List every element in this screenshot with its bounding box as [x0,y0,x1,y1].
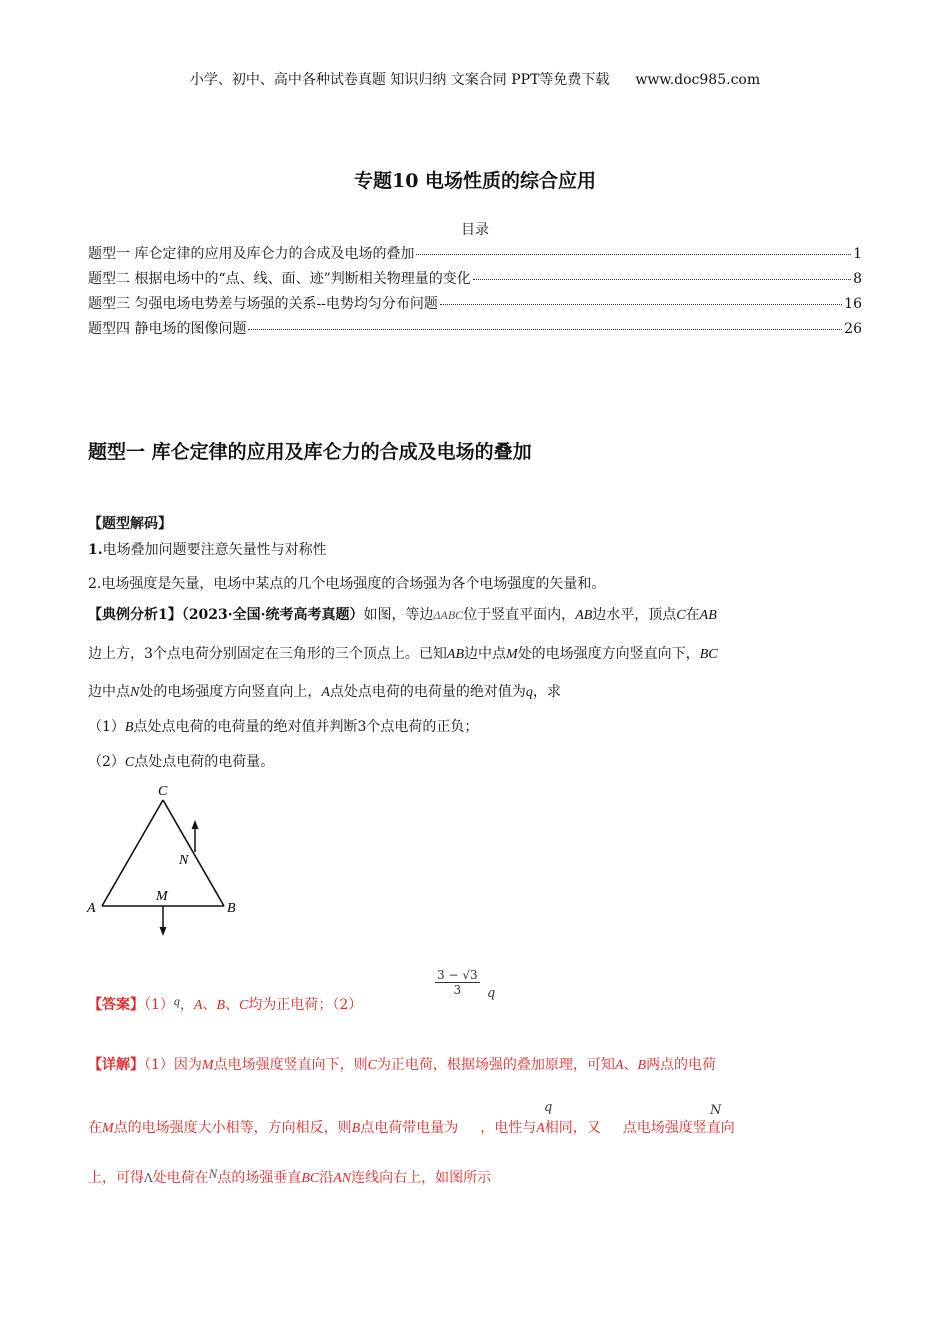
toc-item-label: 题型四 静电场的图像问题 [88,321,247,337]
detail-text: 点的电场强度大小相等，方向相反，则 [113,1120,352,1136]
question-1 [88,716,478,736]
toc-item[interactable] [88,268,862,288]
sep: 、 [202,997,217,1013]
detail-text: 为正电荷，根据场强的叠加原理，可知 [376,1057,615,1073]
detail-line-3 [88,1166,491,1187]
header-site-link[interactable]: www.doc985.com [635,72,761,88]
var-BC: BC [301,1171,320,1186]
example-text: 位于竖直平面内， [463,607,576,623]
decode-line-1 [88,539,327,559]
detail-text: 连线向右上，如图所示 [351,1170,492,1186]
detail-line-2 [88,1117,735,1137]
decode-line-1-num: 1. [88,542,103,558]
question-text: 点处点电荷的电荷量的绝对值并判断3个点电荷的正负； [133,719,479,735]
var-N: N [130,685,140,700]
toc-item[interactable] [88,293,862,313]
example-line-3 [88,681,561,701]
question-number: （2） [88,754,125,770]
var-M: M [506,647,518,662]
decode-line-2: 2.电场强度是矢量，电场中某点的几个电场强度的合场强为各个电场强度的矢量和。 [88,576,606,592]
detail-text: 点电场强度竖直向 [622,1120,735,1136]
detail-text: 两点的电荷 [646,1057,717,1073]
fraction-q: q [487,986,496,1001]
arrow-head-up [192,820,199,829]
answer-tag: 【答案】 [88,997,144,1013]
detail-N: N [710,1103,722,1118]
example-text: 处的电场强度方向竖直向下， [517,646,700,662]
question-2 [88,751,274,771]
toc-item-label: 题型二 根据电场中的“点、线、面、迹”判断相关物理量的变化 [88,271,471,287]
example-text: 边中点 [464,646,507,662]
toc-item-page: 16 [844,296,862,312]
var-A: A [614,1058,624,1073]
toc-heading: 目录 [461,222,489,238]
detail-q: q [544,1100,553,1115]
detail-tag: 【详解】 [88,1057,144,1073]
example-tag: 【典例分析1】 [88,607,182,623]
example-text: 点处点电荷的电荷量的绝对值为 [329,684,526,700]
answer-q: q [173,994,180,1008]
example-text: 处的电场强度方向竖直向上， [139,684,322,700]
detail-text: ，电性与 [480,1120,537,1136]
example-line-2 [88,643,718,663]
answer-line [88,994,362,1014]
var-q: q [525,685,533,700]
toc-leader [440,304,842,305]
detail-text: 点的场强垂直 [217,1170,302,1186]
decode-line-1-text: 电场叠加问题要注意矢量性与对称性 [102,542,327,558]
detail-text: 点电荷带电量为 [360,1120,459,1136]
answer-text: 均为正电荷；（2） [248,997,363,1013]
side-BC [163,800,224,906]
example-line-1 [88,604,717,624]
toc-leader [416,254,851,255]
var-C: C [676,608,686,623]
decode-heading: 【题型解码】 [88,516,172,532]
var-M: M [201,1058,214,1073]
detail-text: 在 [88,1120,102,1136]
var-B: B [351,1121,361,1136]
toc-item-page: 8 [853,271,862,287]
example-text: 边上方，3个点电荷分别固定在三角形的三个顶点上。已知 [88,646,447,662]
side-AC [102,800,163,906]
example-text: 在 [685,607,700,623]
detail-line-1 [88,1054,716,1074]
fraction-denominator: 3 [453,983,462,997]
lambda-symbol: Λ [144,1171,153,1185]
var-A: A [321,685,330,700]
var-B: B [637,1058,647,1073]
label-M: M [156,889,168,904]
var-B: B [124,720,134,735]
sep: 、 [225,997,240,1013]
var-A: A [536,1121,545,1136]
question-text: 点处点电荷的电荷量。 [134,754,275,770]
toc-item-page: 1 [853,246,862,262]
section-title: 题型一 库仑定律的应用及库仑力的合成及电场的叠加 [88,441,532,463]
var-C: C [367,1058,377,1073]
var-AB: AB [575,608,593,623]
label-B: B [227,901,236,916]
toc-leader [473,279,851,280]
label-C: C [158,784,168,799]
triangle-symbol: ΔABC [433,608,464,622]
detail-text: 上，可得 [88,1170,144,1186]
answer-fraction [435,968,480,997]
var-M: M [102,1121,114,1136]
detail-text: 点电场强度竖直向下，则 [213,1057,368,1073]
example-source: （2023·全国·统考高考真题） [181,607,364,623]
triangle-figure [84,778,254,938]
label-N: N [179,853,189,868]
toc-item[interactable] [88,318,862,338]
var-AN: AN [333,1171,352,1186]
toc-item-label: 题型一 库仑定律的应用及库仑力的合成及电场的叠加 [88,246,415,262]
example-text: ，求 [532,684,561,700]
var-B: B [216,998,226,1013]
toc-item-page: 26 [844,321,862,337]
toc-item-label: 题型三 匀强电场电势差与场强的关系--电势均匀分布问题 [88,296,438,312]
var-AB: AB [699,608,717,623]
var-AB: AB [446,647,465,662]
var-BC: BC [699,647,718,662]
var-C: C [239,998,249,1013]
page-header [0,69,950,89]
header-text: 小学、初中、高中各种试卷真题 知识归纳 文案合同 PPT等免费下载 [189,72,610,88]
example-text: 如图，等边 [363,607,434,623]
question-number: （1） [88,719,125,735]
arrow-head-down [160,927,167,936]
var-A: A [193,998,203,1013]
detail-text: 相同，又 [544,1120,601,1136]
var-C: C [124,755,135,770]
detail-text: （1）因为 [144,1057,202,1073]
sep: 、 [623,1057,638,1073]
document-title: 专题10 电场性质的综合应用 [353,170,597,192]
toc-item[interactable] [88,243,862,263]
answer-text: （1） [144,997,174,1013]
toc-leader [248,329,842,330]
detail-text: 沿 [319,1170,334,1186]
example-text: 边中点 [88,684,130,700]
label-A: A [87,901,96,916]
detail-text: 处电荷在 [152,1170,209,1186]
answer-text: ， [179,997,194,1013]
var-N: N [208,1166,218,1181]
fraction-numerator: 3 − √3 [437,968,478,982]
example-text: 边水平，顶点 [592,607,677,623]
